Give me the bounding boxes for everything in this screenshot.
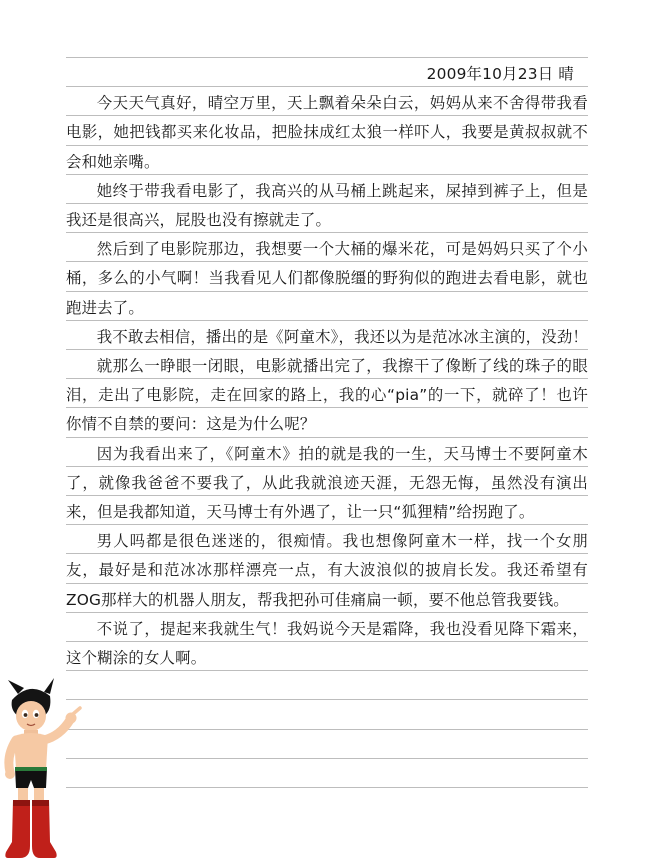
rule-line bbox=[66, 729, 588, 730]
diary-date: 2009年10月23日 晴 bbox=[426, 65, 574, 83]
diary-paragraph: 她终于带我看电影了，我高兴的从马桶上跳起来，屎掉到裤子上，但是我还是很高兴，屁股也没有擦就走了。 bbox=[66, 181, 588, 229]
diary-text bbox=[66, 60, 588, 673]
diary-paragraph: 今天天气真好，晴空万里，天上飘着朵朵白云，妈妈从来不舍得带我看电影，她把钱都买来化妆品，把脸抹成红太狼一样吓人，我要是黄叔叔就不会和她亲嘴。 bbox=[66, 94, 588, 171]
astro-boy-icon bbox=[0, 676, 82, 861]
rule-line bbox=[66, 758, 588, 759]
diary-paragraph: 就那么一睁眼一闭眼，电影就播出完了，我擦干了像断了线的珠子的眼泪，走出了电影院，走在回家的路上，我的心“pia”的一下，就碎了！也许你情不自禁的要问：这是为什么呢？ bbox=[66, 357, 588, 434]
rule-line bbox=[66, 699, 588, 700]
rule-line bbox=[66, 57, 588, 58]
rule-line bbox=[66, 787, 588, 788]
diary-paragraph: 因为我看出来了，《阿童木》拍的就是我的一生，天马博士不要阿童木了，就像我爸爸不要我了，从此我就浪迹天涯，无怨无悔，虽然没有演出来，但是我都知道，天马博士有外遇了，让一只“狐狸精”给拐跑了。 bbox=[66, 444, 588, 522]
diary-paragraph: 不说了，提起来我就生气！我妈说今天是霜降，我也没看见降下霜来，这个糊涂的女人啊。 bbox=[66, 619, 588, 668]
diary-paragraph: 我不敢去相信，播出的是《阿童木》，我还以为是范冰冰主演的，没劲！ bbox=[96, 327, 588, 346]
diary-paragraph: 男人吗都是很色迷迷的，很痴情。我也想像阿童木一样，找一个女朋友，最好是和范冰冰那样漂亮一点，有大波浪似的披肩长发。我还希望有ZOG那样大的机器人朋友，帮我把孙可佳痛扁一顿，要不他总管我要钱。 bbox=[66, 532, 588, 609]
diary-paragraph: 然后到了电影院那边，我想要一个大桶的爆米花，可是妈妈只买了个小桶，多么的小气啊！当我看见人们都像脱缰的野狗似的跑进去看电影，就也跑进去了。 bbox=[66, 240, 588, 317]
